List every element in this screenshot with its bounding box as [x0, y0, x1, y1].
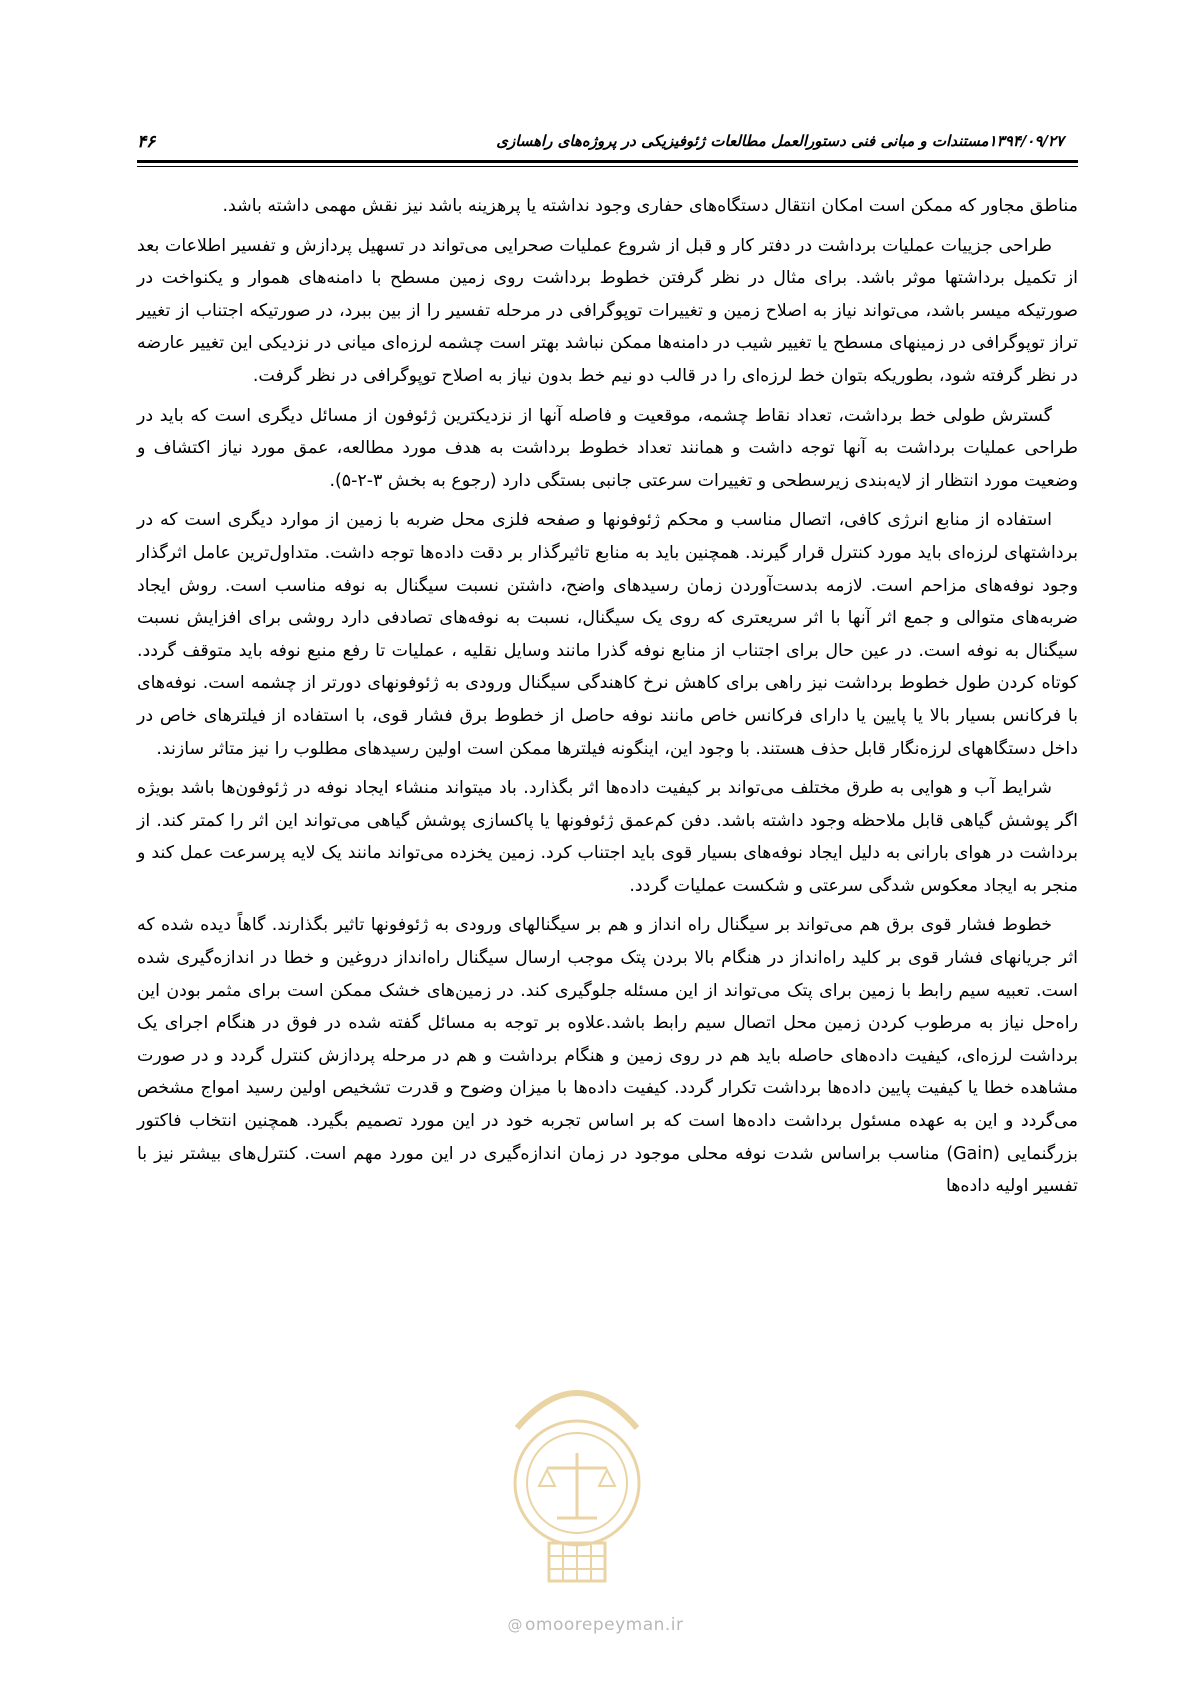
header-rule-thin	[137, 166, 1078, 167]
paragraph: استفاده از منابع انرژی کافی، اتصال مناسب و محکم ژئوفونها و صفحه فلزی محل ضربه با زمین از موارد دیگری است که در برداشتهای لرزه‌ای باید مورد کنترل قرار گیرند. همچنین باید به منابع تاثیرگذار بر دقت داده‌ها توجه داشت. متداول‌ترین عامل اثرگذار وجود نوفه‌های مزاحم است. لازمه بدست‌آوردن زمان رسیدهای واضح، داشتن نسبت سیگنال به نوفه مناسب است. روش ایجاد ضربه‌های متوالی و جمع اثر آنها با اثر سریعتری که روی یک سیگنال، نسبت به نوفه‌های تصادفی دارد روشی برای افزایش نسبت سیگنال به نوفه است. در عین حال برای اجتناب از منابع نوفه گذرا مانند وسایل نقلیه ، عملیات تا رفع منبع نوفه باید متوقف گردد. کوتاه کردن طول خطوط برداشت نیز راهی برای کاهش نرخ کاهندگی سیگنال ورودی به ژئوفونهای دورتر از چشمه است. نوفه‌های با فرکانس بسیار بالا یا پایین یا دارای فرکانس خاص مانند نوفه حاصل از خطوط برق فشار قوی، با استفاده از فیلترهای خاص در داخل دستگاههای لرزه‌نگار قابل حذف هستند. با وجود این، اینگونه فیلترها ممکن است اولین رسیدهای مطلوب را نیز متاثر سازند.	[137, 510, 1078, 759]
body-text	[137, 190, 1078, 1210]
paragraph: مناطق مجاور که ممکن است امکان انتقال دستگاه‌های حفاری وجود نداشته یا پرهزینه باشد نیز نقش مهمی داشته باشد.	[222, 196, 1078, 216]
watermark-logo	[477, 1358, 677, 1588]
at-icon: @	[507, 1616, 523, 1634]
watermark-site	[0, 1615, 1191, 1635]
paragraph: شرایط آب و هوایی به طرق مختلف می‌تواند بر کیفیت داده‌ها اثر بگذارد. باد میتواند منشاء ایجاد نوفه در ژئوفون‌ها باشد بویژه اگر پوشش گیاهی قابل ملاحظه وجود داشته باشد. دفن کم‌عمق ژئوفونها یا پاکسازی پوشش گیاهی می‌تواند این اثر را کمتر کند. از برداشت در هوای بارانی به دلیل ایجاد نوفه‌های بسیار قوی باید اجتناب کرد. زمین یخزده می‌تواند مانند یک لایه پرسرعت عمل کند و منجر به ایجاد معکوس شدگی سرعتی و شکست عملیات گردد.	[137, 778, 1078, 896]
header-date: ۱۳۹۴/۰۹/۲۷	[988, 132, 1064, 150]
page-number: ۴۶	[137, 132, 156, 152]
page-header	[137, 128, 1078, 162]
paragraph: گسترش طولی خط برداشت، تعداد نقاط چشمه، موقعیت و فاصله آنها از نزدیکترین ژئوفون از مسائل دیگری است که باید در طراحی عملیات برداشت به آنها توجه داشت و همانند تعداد خطوط برداشت به هدف مورد مطالعه، عمق مورد نیاز اکتشاف و وضعیت مورد انتظار از لایه‌بندی زیرسطحی و تغییرات سرعتی جانبی بستگی دارد (رجوع به بخش ۳-۲-۵).	[137, 405, 1078, 491]
header-rule	[137, 160, 1078, 163]
paragraph: خطوط فشار قوی برق هم می‌تواند بر سیگنال راه انداز و هم بر سیگنالهای ورودی به ژئوفونها تاثیر بگذارند. گاهاً دیده شده که اثر جریانهای فشار قوی بر کلید راه‌انداز در هنگام بالا بردن پتک موجب ارسال سیگنال راه‌انداز دروغین و خطا در اندازه‌گیری شده است. تعبیه سیم رابط با زمین برای پتک می‌تواند از این مسئله جلوگیری کند. در زمین‌های خشک ممکن است برای مثمر بودن این راه‌حل نیاز به مرطوب کردن زمین محل اتصال سیم رابط باشد.علاوه بر توجه به مسائل گفته شده در فوق در هنگام اجرای یک برداشت لرزه‌ای، کیفیت داده‌های حاصله باید هم در روی زمین و هنگام برداشت و هم در مرحله پردازش کنترل گردد و در صورت مشاهده خطا یا کیفیت پایین داده‌ها برداشت تکرار گردد. کیفیت داده‌ها با میزان وضوح و قدرت تشخیص اولین رسید امواج مشخص می‌گردد و این به عهده مسئول برداشت داده‌ها است که بر اساس تجربه خود در این مورد تصمیم بگیرد. همچنین انتخاب فاکتور بزرگنمایی (Gain) مناسب براساس شدت نوفه محلی موجود در زمان اندازه‌گیری در این مورد مهم است. کنترل‌های بیشتر نیز با تفسیر اولیه داده‌ها	[137, 915, 1078, 1197]
paragraph: طراحی جزییات عملیات برداشت در دفتر کار و قبل از شروع عملیات صحرایی می‌تواند در تسهیل پردازش و تفسیر اطلاعات بعد از تکمیل برداشتها موثر باشد. برای مثال در نظر گرفتن خطوط برداشت روی زمین مسطح با دامنه‌های هموار و یکنواخت در صورتیکه میسر باشد، می‌تواند نیاز به اصلاح زمین و تغییرات توپوگرافی در مرحله تفسیر را از بین ببرد، در صورتیکه اجتناب از تغییر تراز توپوگرافی در زمینهای مسطح یا تغییر شیب در دامنه‌ها ممکن نباشد بهتر است چشمه لرزه‌ای میانی در نزدیکی این تغییر عارضه در نظر گرفته شود، بطوریکه بتوان خط لرزه‌ای را در قالب دو نیم خط بدون نیاز به اصلاح توپوگرافی در نظر گرفت.	[137, 235, 1078, 386]
running-header	[496, 132, 1078, 150]
header-title: مستندات و مبانی فنی دستورالعمل مطالعات ژئوفیزیکی در پروژه‌های راهسازی	[496, 132, 989, 150]
watermark-site-text: omoorepeyman.ir	[524, 1615, 684, 1635]
